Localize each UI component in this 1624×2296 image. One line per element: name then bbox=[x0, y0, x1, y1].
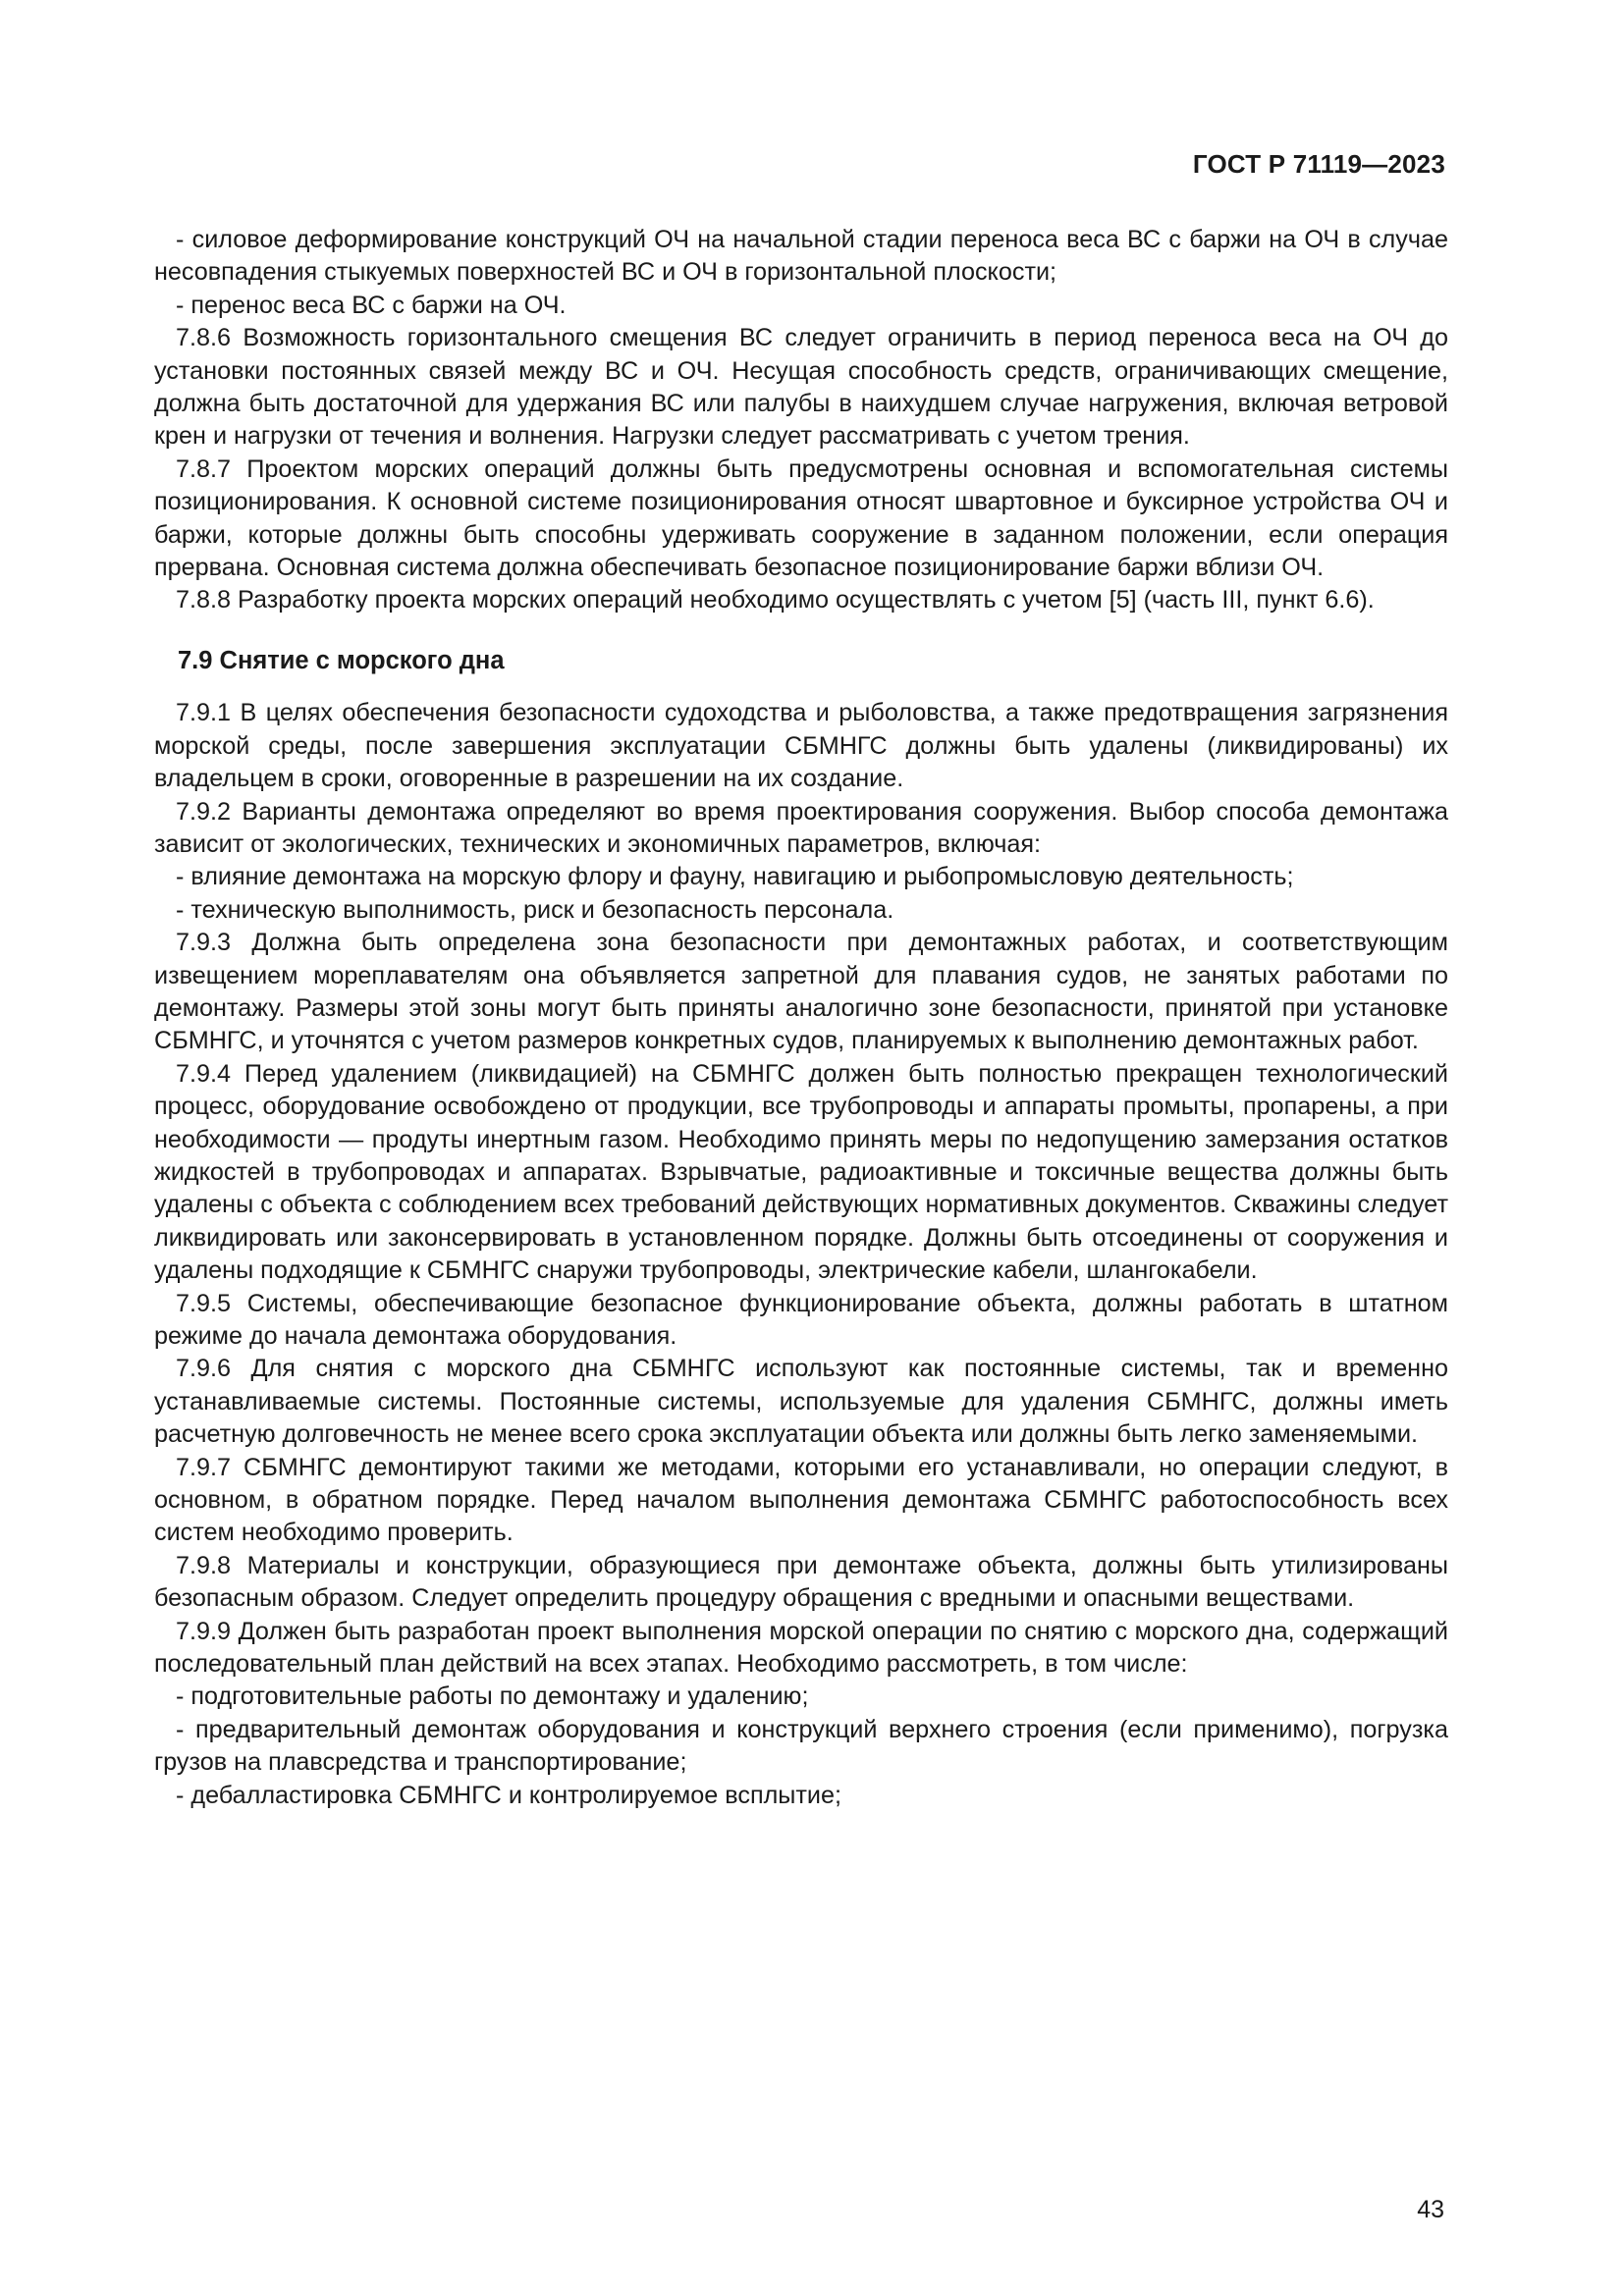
paragraph: - подготовительные работы по демонтажу и удалению; bbox=[176, 1682, 809, 1711]
paragraph: 7.8.6 Возможность горизонтального смещения ВС следует ограничить в период переноса веса на ОЧ до установки постоянных связей между ВС и ОЧ. Несущая способность средств, ограничивающих смещение, должна быть достаточной для удержания ВС или палубы в наихудшем случае нагружения, включая ветровой крен и нагрузки от течения и волнения. Нагрузки следует рассматривать с учетом трения. bbox=[154, 324, 1448, 451]
section-heading: 7.9 Снятие с морского дна bbox=[178, 646, 505, 674]
paragraph: 7.9.2 Варианты демонтажа определяют во время проектирования сооружения. Выбор способа демонтажа зависит от экологических, технических и экономичных параметров, включая: bbox=[154, 797, 1448, 858]
paragraph: 7.9.6 Для снятия с морского дна СБМНГС используют как постоянные системы, так и временно устанавливаемые системы. Постоянные системы, используемые для удаления СБМНГС, должны иметь расчетную долговечность не менее всего срока эксплуатации объекта или должны быть легко заменяемыми. bbox=[154, 1355, 1448, 1449]
paragraph: 7.9.8 Материалы и конструкции, образующиеся при демонтаже объекта, должны быть утилизированы безопасным образом. Следует определить процедуру обращения с вредными и опасными веществами. bbox=[154, 1551, 1448, 1613]
paragraph: - дебалластировка СБМНГС и контролируемое всплытие; bbox=[176, 1781, 841, 1809]
paragraph: - перенос веса ВС с баржи на ОЧ. bbox=[176, 291, 567, 319]
page-number: 43 bbox=[1417, 2196, 1444, 2223]
paragraph: - силовое деформирование конструкций ОЧ на начальной стадии переноса веса ВС с баржи на ОЧ в случае несовпадения стыкуемых поверхностей ВС и ОЧ в горизонтальной плоскости; bbox=[154, 226, 1448, 287]
paragraph: 7.8.7 Проектом морских операций должны быть предусмотрены основная и вспомогательная системы позиционирования. К основной системе позиционирования относят швартовное и буксирное устройства ОЧ и баржи, которые должны быть способны удерживать сооружение в заданном положении, если операция прервана. Основная система должна обеспечивать безопасное позиционирование баржи вблизи ОЧ. bbox=[154, 454, 1448, 582]
paragraph: - влияние демонтажа на морскую флору и фауну, навигацию и рыбопромысловую деятельность; bbox=[176, 863, 1294, 891]
paragraph: 7.9.3 Должна быть определена зона безопасности при демонтажных работах, и соответствующим извещением мореплавателям она объявляется запретной для плавания судов, не занятых работами по демонтажу. Размеры этой зоны могут быть приняты аналогично зоне безопасности, принятой при установке СБМНГС, и уточнятся с учетом размеров конкретных судов, планируемых к выполнению демонтажных работ. bbox=[154, 929, 1448, 1055]
paragraph: 7.8.8 Разработку проекта морских операций необходимо осуществлять с учетом [5] (часть III, пункт 6.6). bbox=[176, 586, 1375, 614]
paragraph: 7.9.9 Должен быть разработан проект выполнения морской операции по снятию с морского дна, содержащий последовательный план действий на всех этапах. Необходимо рассмотреть, в том числе: bbox=[154, 1617, 1448, 1679]
document-header: ГОСТ Р 71119—2023 bbox=[1192, 149, 1445, 179]
paragraph: 7.9.1 В целях обеспечения безопасности судоходства и рыболовства, а также предотвращения загрязнения морской среды, после завершения эксплуатации СБМНГС должны быть удалены (ликвидированы) их владельцем в сроки, оговоренные в разрешении на их создание. bbox=[154, 699, 1448, 793]
paragraph: 7.9.5 Системы, обеспечивающие безопасное функционирование объекта, должны работать в штатном режиме до начала демонтажа оборудования. bbox=[154, 1289, 1448, 1350]
paragraph: 7.9.4 Перед удалением (ликвидацией) на СБМНГС должен быть полностью прекращен технологический процесс, оборудование освобождено от продукции, все трубопроводы и аппараты промыты, пропарены, а при необходимости — продуты инертным газом. Необходимо принять меры по недопущению замерзания остатков жидкостей в трубопроводах и аппаратах. Взрывчатые, радиоактивные и токсичные вещества должны быть удалены с объекта с соблюдением всех требований действующих нормативных документов. Скважины следует ликвидировать или законсервировать в установленном порядке. Должны быть отсоединены от сооружения и удалены подходящие к СБМНГС снаружи трубопроводы, электрические кабели, шлангокабели. bbox=[154, 1059, 1448, 1285]
paragraph: 7.9.7 СБМНГС демонтируют такими же методами, которыми его устанавливали, но операции следуют, в основном, в обратном порядке. Перед началом выполнения демонтажа СБМНГС работоспособность всех систем необходимо проверить. bbox=[154, 1453, 1448, 1547]
paragraph: - техническую выполнимость, риск и безопасность персонала. bbox=[176, 895, 894, 924]
paragraph: - предварительный демонтаж оборудования и конструкций верхнего строения (если применимо), погрузка грузов на плавсредства и транспортирование; bbox=[154, 1715, 1448, 1777]
document-body bbox=[154, 224, 1448, 1812]
